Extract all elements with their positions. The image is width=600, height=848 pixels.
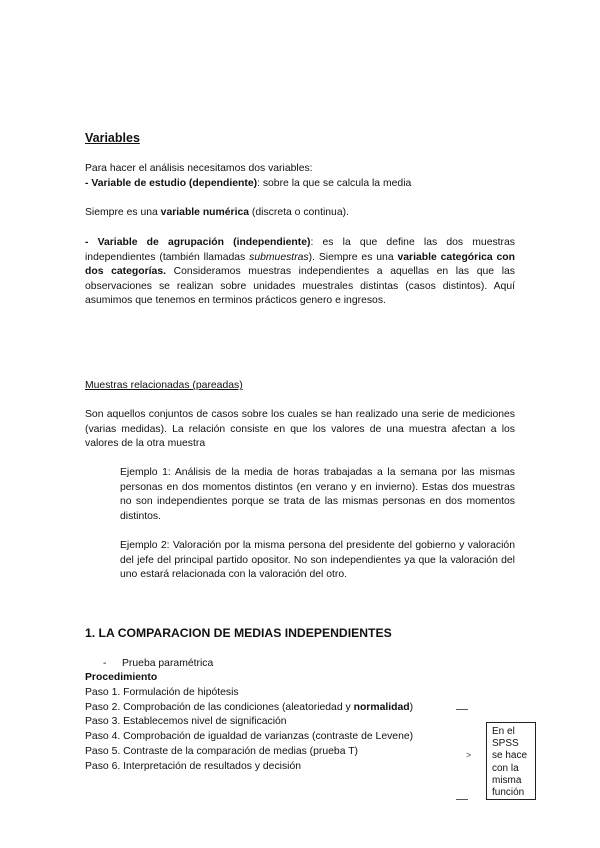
note-line: se hace: [492, 750, 528, 762]
paso-2-post: ): [409, 701, 414, 713]
agrup-text-3: Consideramos muestras independientes a aquellas en las que las observaciones se realizan sobre unidades muestrales distintas (casos distintos). Aquí asumimos que tenemos en terminos prácticos genero e ingresos.: [85, 266, 515, 307]
note-line: función: [492, 787, 525, 799]
agrup-italic: submuestras: [249, 251, 309, 263]
note-line: En el SPSS: [492, 726, 519, 750]
siempre-post: (discreta o continua).: [249, 207, 349, 218]
siempre-numerica-line: [85, 206, 515, 221]
brace-top-mark: [456, 709, 468, 710]
paso-5: Paso 5. Contraste de la comparación de medias (prueba T): [85, 745, 358, 757]
agrup-text-1: : es la que define las dos muestras independientes (también llamadas: [85, 237, 515, 263]
note-line: misma: [492, 774, 522, 786]
variable-agrupacion-paragraph: [85, 236, 515, 309]
variable-estudio-line: [85, 177, 515, 192]
spss-note-box: [486, 722, 536, 800]
agrup-text-2: ). Siempre es una: [308, 251, 398, 263]
variables-intro: [85, 162, 515, 191]
bullet-dash: -: [103, 658, 107, 669]
paso-2-bold: normalidad: [353, 701, 410, 713]
section-title-variables: Variables: [85, 131, 140, 145]
bullet-text: Prueba paramétrica: [122, 658, 214, 669]
paso-3: Paso 3. Establecemos nivel de significación: [85, 716, 287, 728]
paso-2-pre: Paso 2. Comprobación de las condiciones (aleatoriedad y: [85, 701, 354, 713]
agrup-bold: variable categórica con dos categorías.: [85, 251, 515, 278]
paso-1: Paso 1. Formulación de hipótesis: [85, 686, 239, 698]
note-line: con la: [492, 762, 519, 774]
intro-line: Para hacer el análisis necesitamos dos variables:: [85, 163, 313, 174]
muestras-paragraph: Son aquellos conjuntos de casos sobre los cuales se han realizado una serie de mediciones (varias medidas). La relación consiste en que los valores de una muestra afectan a los valores de la otra muestra: [85, 409, 515, 450]
ejemplo-1: Ejemplo 1: Análisis de la media de horas trabajadas a la semana por las mismas personas en dos momentos distintos (en verano y en invierno). Estas dos muestras no son independientes porque se trata de las mismas personas en dos momentos distintos.: [120, 467, 515, 522]
procedimiento-label: Procedimiento: [85, 672, 158, 683]
paso-6: Paso 6. Interpretación de resultados y decisión: [85, 760, 302, 772]
variable-agrupacion-label: - Variable de agrupación (independiente): [85, 237, 311, 248]
heading-comparacion-medias: 1. LA COMPARACION DE MEDIAS INDEPENDIENTES: [85, 626, 392, 640]
brace-bottom-mark: [456, 799, 468, 800]
variable-estudio-text: : sobre la que se calcula la media: [257, 177, 412, 189]
procedimiento-list: [85, 671, 413, 775]
variable-estudio-label: - Variable de estudio (dependiente): [85, 177, 258, 189]
bullet-prueba-parametrica: [103, 658, 213, 669]
subtitle-muestras-relacionadas: Muestras relacionadas (pareadas): [85, 380, 243, 391]
brace-arrow-mark: >: [466, 750, 472, 760]
paso-4: Paso 4. Comprobación de igualdad de varianzas (contraste de Levene): [85, 731, 414, 743]
ejemplo-2: Ejemplo 2: Valoración por la misma persona del presidente del gobierno y valoración del jefe del principal partido opositor. No son independientes ya que la valoración del uno estará relacionada con la valoración del otro.: [120, 540, 515, 581]
siempre-pre: Siempre es una: [85, 207, 161, 218]
siempre-bold: variable numérica: [160, 207, 250, 218]
paso-2: [85, 701, 413, 716]
